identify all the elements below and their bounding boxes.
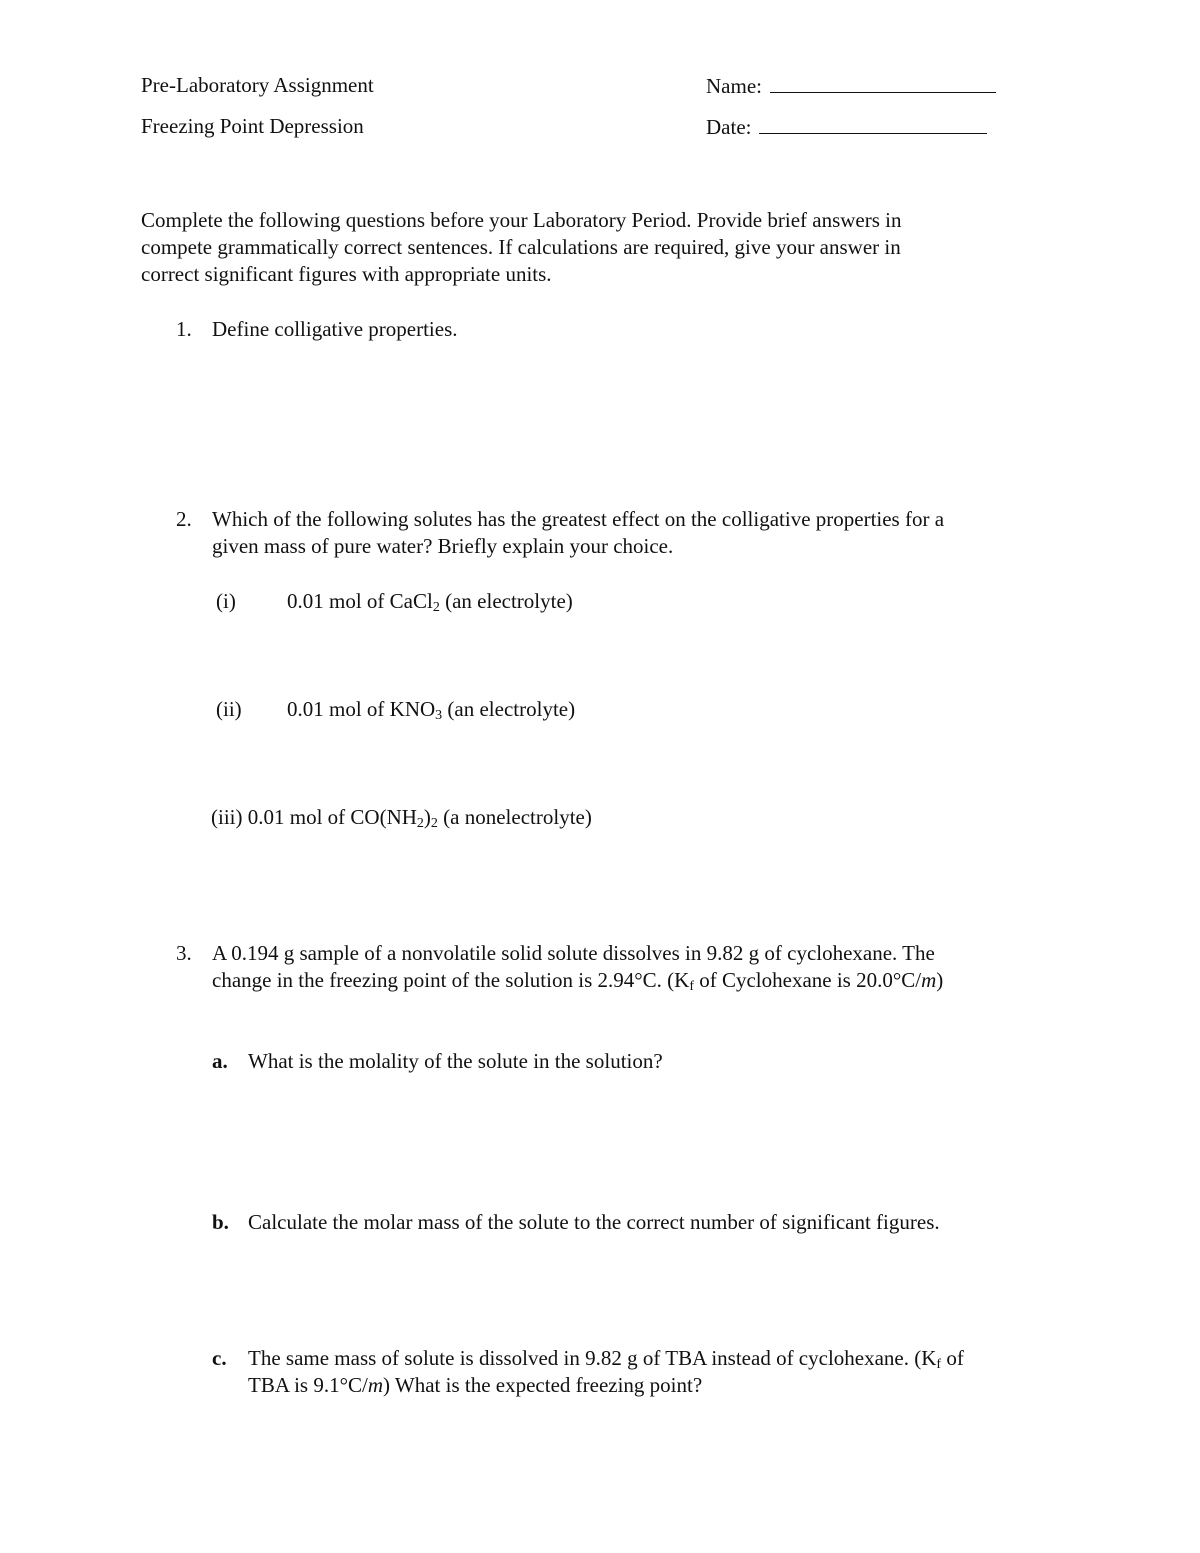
q2-option-i (287, 588, 573, 615)
q3-line-2-cont: of Cyclohexane is 20.0°C/ (693, 968, 922, 992)
q2-option-iii (211, 804, 592, 831)
q3-molality-unit: m (921, 968, 937, 992)
q3-line-1: A 0.194 g sample of a nonvolatile solid solute dissolves in 9.82 g of cyclohexane. The (212, 941, 935, 965)
q2-option-iii-paren: ) (423, 805, 431, 829)
q3c-line-2-end: ) What is the expected freezing point? (383, 1373, 703, 1397)
q1-text: Define colligative properties. (212, 317, 458, 341)
q2-line-1: Which of the following solutes has the greatest effect on the colligative properties for a (212, 507, 945, 531)
q3-line-2-end: ) (936, 968, 944, 992)
q2-option-iii-formula: 0.01 mol of CO(NH (247, 805, 417, 829)
date-field-group (706, 113, 987, 141)
q2-option-ii-note: (an electrolyte) (442, 697, 576, 721)
q2-line-2: given mass of pure water? Briefly explain your choice. (212, 534, 674, 558)
q2-option-ii-formula: 0.01 mol of KNO (287, 697, 436, 721)
assignment-subtitle: Freezing Point Depression (141, 114, 364, 138)
instructions-line-2: compete grammatically correct sentences. If calculations are required, give your answer in (141, 235, 901, 259)
q2-option-iii-note: (a nonelectrolyte) (437, 805, 592, 829)
q3-kf-subscript: f (689, 979, 694, 994)
q2-option-iii-subscript-1: 2 (416, 816, 424, 831)
q3b-label (212, 1209, 229, 1236)
q2-option-i-label: (i) (216, 589, 236, 613)
q3c-line-1-end: of (941, 1346, 964, 1370)
q3a-text: What is the molality of the solute in the solution? (248, 1049, 663, 1073)
q3-line-2-text: change in the freezing point of the solution is 2.94°C. (K (212, 968, 690, 992)
q3c-molality-unit: m (367, 1373, 384, 1397)
name-label: Name: (706, 74, 762, 98)
name-field-group (706, 72, 996, 100)
q2-option-ii (287, 696, 575, 723)
q2-option-iii-label: (iii) (211, 805, 243, 829)
instructions-line-1: Complete the following questions before your Laboratory Period. Provide brief answers in (141, 208, 902, 232)
q2-option-ii-subscript: 3 (435, 708, 443, 723)
date-input-line[interactable] (759, 113, 987, 134)
q2-option-i-subscript: 2 (432, 600, 440, 615)
q3a-label (212, 1048, 228, 1075)
q2-option-ii-label: (ii) (216, 697, 242, 721)
q2-option-iii-subscript-2: 2 (430, 816, 438, 831)
q2-number: 2. (176, 507, 192, 531)
q3c-kf-subscript: f (936, 1357, 942, 1372)
q3c-line-1-text: The same mass of solute is dissolved in 9.82 g of TBA instead of cyclohexane. (K (248, 1346, 937, 1370)
q3c-line-2 (248, 1372, 702, 1399)
q3c-line-2-text: TBA is 9.1°C/ (248, 1373, 368, 1397)
date-label: Date: (706, 115, 752, 139)
q3a-label-text: a. (212, 1049, 228, 1073)
name-input-line[interactable] (770, 72, 996, 93)
assignment-title: Pre-Laboratory Assignment (141, 73, 374, 97)
q3b-text: Calculate the molar mass of the solute to the correct number of significant figures. (248, 1210, 940, 1234)
q3c-line-1 (248, 1345, 964, 1372)
q3-number: 3. (176, 941, 192, 965)
instructions-line-3: correct significant figures with appropriate units. (141, 262, 552, 286)
q3c-label-text: c. (212, 1346, 227, 1370)
q3b-label-text: b. (212, 1210, 229, 1234)
q3c-label (212, 1345, 227, 1372)
q2-option-i-formula: 0.01 mol of CaCl (287, 589, 433, 613)
q3-line-2 (212, 967, 943, 994)
q1-number: 1. (176, 317, 192, 341)
q2-option-i-note: (an electrolyte) (439, 589, 573, 613)
